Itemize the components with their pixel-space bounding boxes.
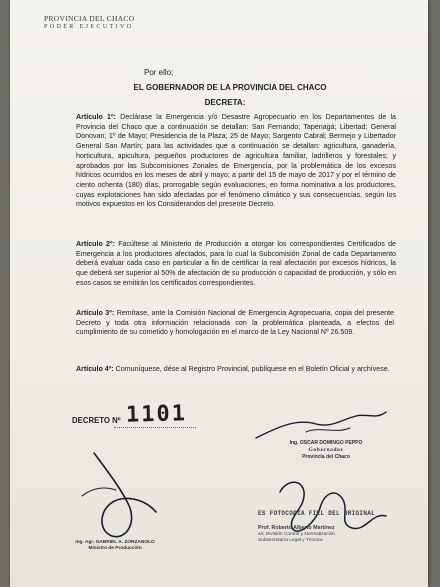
certifier-name: Prof. Roberto Alberto Martínez bbox=[258, 525, 335, 531]
article-2-text: Facúltese al Ministerio de Producción a otorgar los correspondientes Certificados de Emergencia a los productores afectados, para lo cual la Subcomisión Zonal de cada Departamento deberá evaluar cada caso en particular a fin de certificar la real afectación por excesos hídricos, la que deberá ser superior al 50% de afectación de su producción o capacidad de producción, y sólo en esos casos se emitirán los certificados correspondientes. bbox=[76, 240, 396, 287]
article-4 bbox=[76, 365, 402, 375]
heading-decreta: DECRETA: bbox=[204, 98, 246, 107]
certified-copy-title: ES FOTOCOPIA FIEL DEL ORIGINAL bbox=[258, 510, 376, 517]
certifier-line-2: Subsecretaría Legal y Técnica bbox=[258, 538, 323, 543]
certified-copy-stamp bbox=[258, 510, 396, 544]
letterhead-province: PROVINCIA DEL CHACO bbox=[44, 14, 135, 23]
minister-name: Ing. Agr. GABRIEL A. ZORZANOLO bbox=[75, 540, 155, 545]
article-1 bbox=[76, 113, 396, 210]
governor-name: Ing. OSCAR DOMINGO PEPPO bbox=[289, 440, 363, 446]
article-2 bbox=[76, 240, 396, 289]
heading-governor: EL GOBERNADOR DE LA PROVINCIA DEL CHACO bbox=[133, 83, 327, 92]
minister-signature bbox=[64, 448, 174, 548]
governor-title: Gobernador bbox=[308, 447, 344, 453]
governor-stamp bbox=[266, 440, 386, 461]
article-1-label: Artículo 1º: bbox=[76, 113, 116, 121]
article-3-text: Remítase, ante la Comisión Nacional de Emergencia Agropecuaria, copia del presente Decreto y toda otra información relacionada con la problemática planteada, a efectos del cumplimiento de su cometido y homologación en el marco de la Ley Nacional Nº 26.509. bbox=[76, 309, 394, 337]
article-3-label: Artículo 3º: bbox=[76, 309, 115, 317]
article-1-text: Declárase la Emergencia y/o Desastre Agropecuario en los Departamentos de la Provincia del Chaco que a continuación se detallan: San Fernando; Tapenagá; Libertad; General Donovan; 1º de Mayo; Presidencia de la Plaza; 25 de Mayo; Sargento Cabral; Bermejo y Libertador General San Martín; para las actividades que a continuación se detallan: agricultura, ganadería, horticultura, apicultura, pequeños productores de agricultura familiar, ladrilleros y forestales; y aprobados por las Subcomisiones Zonales de Emergencia, por la problemática de los excesos hídricos ocurridos en los meses de abril y mayo; a partir del 15 de mayo de 2017 y por el término de ciento ochenta (180) días, prorrogable según evaluaciones, en forma nominativa a los productores, cuyas explotaciones han sido afectadas por el fenómeno climático y sus consecuencias, según los motivos expuestos en los Considerandos del presente Decreto. bbox=[76, 113, 396, 209]
governor-province: Provincia del Chaco bbox=[302, 454, 350, 460]
minister-title: Ministro de Producción bbox=[88, 546, 142, 551]
letterhead-power: PODER EJECUTIVO bbox=[44, 24, 134, 30]
certifier-line-1: a/c División Control y Normatización bbox=[258, 532, 336, 537]
decreto-label: DECRETO Nº bbox=[72, 416, 121, 425]
document-page bbox=[10, 0, 428, 587]
minister-stamp bbox=[60, 540, 170, 552]
letterhead bbox=[44, 14, 134, 30]
article-2-label: Artículo 2º: bbox=[76, 240, 115, 248]
decreto-number: 1101 bbox=[125, 401, 188, 428]
article-3 bbox=[76, 309, 394, 338]
article-4-label: Artículo 4º: bbox=[76, 365, 114, 373]
intro-text: Por ello; bbox=[144, 68, 174, 77]
article-4-text: Comuníquese, dése al Registro Provincial, publíquese en el Boletín Oficial y archívese. bbox=[113, 365, 390, 373]
